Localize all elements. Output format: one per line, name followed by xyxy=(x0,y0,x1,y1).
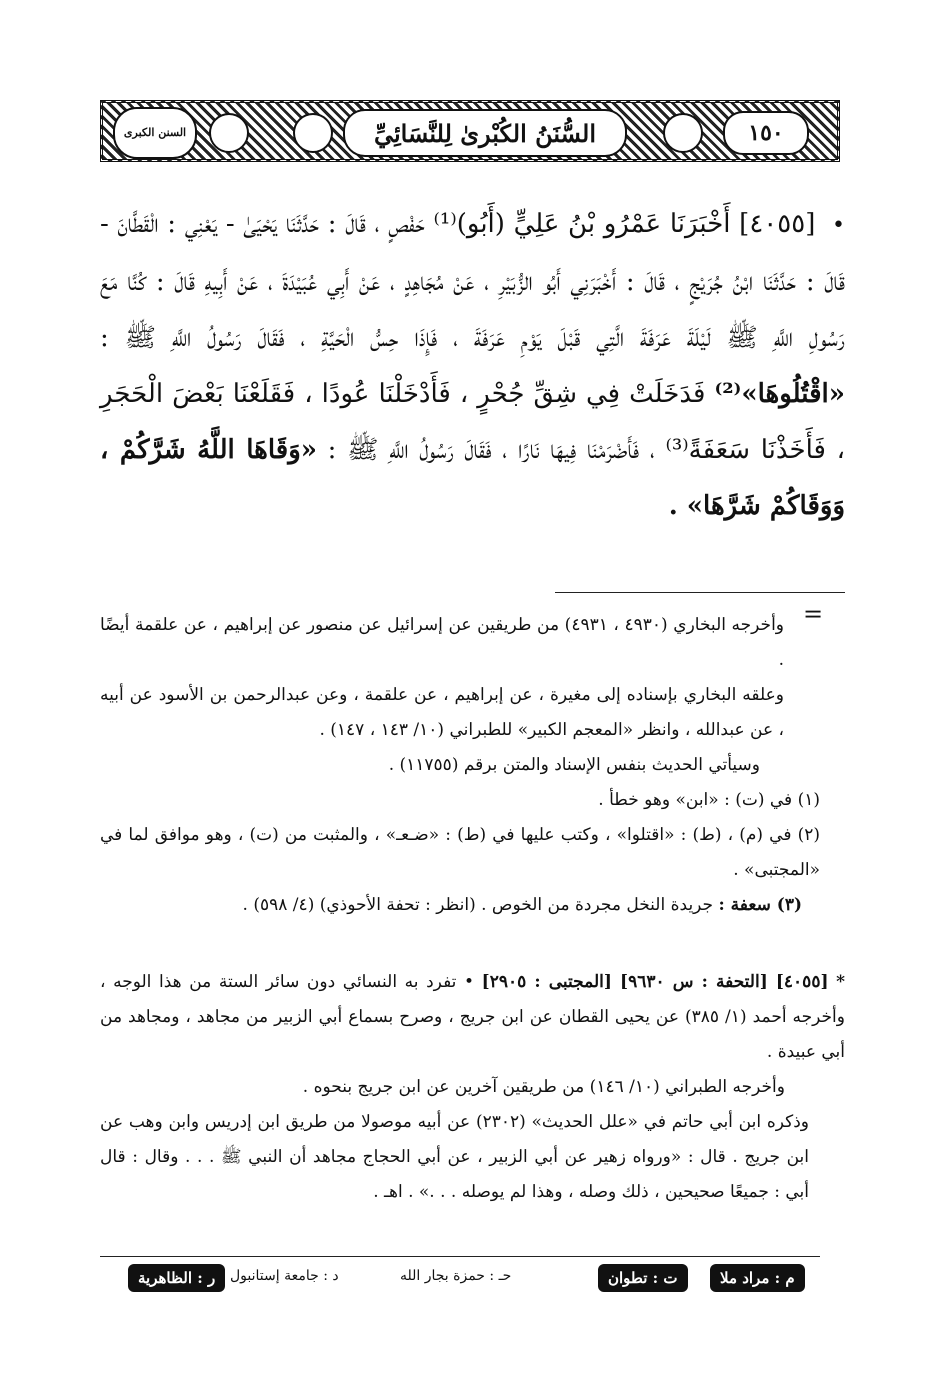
footnote-separator xyxy=(555,592,845,593)
footnote-3-text: جريدة النخل مجردة من الخوص . (انظر : تحفة الأحوذي) (٤/ ٥٩٨) . xyxy=(242,895,714,915)
star-icon: * xyxy=(836,972,845,992)
note-sayati: وسيأتي الحديث بنفس الإسناد والمتن برقم (١١٧٥٥) . xyxy=(388,755,760,775)
hadith-quote-2: «وَقَاهَا اللَّهُ شَرَّكُمْ ، وَوَقَاكُمْ شَرَّهَا» . xyxy=(100,435,845,521)
footnote-3-label: (٣) سعفة : xyxy=(718,895,802,915)
hadith-isnad: [٤٠٥٥] أَخْبَرَنَا عَمْرُو بْنُ عَلِيٍّ (أَبُو)⁽¹⁾ حَفْصٍ ، قَالَ : حَدَّثَنَا يَحْيَىٰ - يَعْنِي : الْقَطَّانَ - قَالَ : حَدَّثَنَا ابْنُ جُرَيْجٍ ، قَالَ : أَخْبَرَنِي أَبُو الزُّبَيْرِ ، عَنْ مُجَاهِدٍ ، عَنْ أَبِي عُبَيْدَةَ ، عَنْ أَبِيهِ قَالَ : كُنَّا مَعَ رَسُولِ اللَّهِ ﷺ لَيْلَةَ عَرَفَةَ الَّتِي قَبْلَ يَوْمِ عَرَفَةَ ، فَإِذَا حِسُّ الْحَيَّةِ ، فَقَالَ رَسُولُ اللَّهِ ﷺ : xyxy=(100,209,845,353)
ornament-left xyxy=(209,113,249,153)
footnote-2: (٢) في (م) ، (ط) : «اقتلوا» ، وكتب عليها في (ط) : «ضـعـ» ، والمثبت من (ت) ، وهو موافق لما في «المجتبى» . xyxy=(100,825,820,880)
footnote-1: (١) في (ت) : «ابن» وهو خطأ . xyxy=(598,790,820,810)
hadith-text xyxy=(100,196,845,534)
note-bukhari: وأخرجه البخاري (٤٩٣٠ ، ٤٩٣١) من طريقين عن إسرائيل عن منصور عن إبراهيم ، عن علقمة أيضًا . xyxy=(100,615,785,670)
takhrij-text-1: • تفرد به النسائي دون سائر الستة من هذا الوجه ، وأخرجه أحمد (١/ ٣٨٥) عن يحيى القطان عن ابن جريج ، وصرح بسماع أبي الزبير من مجاهد ، ومجاهد من أبي عبيدة . xyxy=(100,972,845,1062)
page-header xyxy=(100,100,840,162)
book-seal: السنن الكبرى xyxy=(113,107,197,159)
ornament-right-inner xyxy=(663,113,703,153)
ornament-left-inner xyxy=(293,113,333,153)
footnote-3 xyxy=(100,888,820,923)
takhrij-section xyxy=(100,965,845,1210)
siglum-t-badge: ت : تطوان xyxy=(598,1264,688,1292)
footer-separator xyxy=(100,1256,820,1257)
note-muallaq: وعلقه البخاري بإسناده إلى مغيرة ، عن إبراهيم ، عن علقمة ، وعن عبدالرحمن بن الأسود عن أبيه ، عن عبدالله ، وانظر «المعجم الكبير» للطبراني (١٠/ ١٤٣ ، ١٤٧) . xyxy=(100,685,784,740)
hadith-narrative: فَدَخَلَتْ فِي شِقِّ جُحْرٍ ، فَأَدْخَلْنَا عُودًا ، فَقَلَعْنَا بَعْضَ الْحَجَرِ ، فَأَخَذْنَا سَعَفَةً⁽³⁾ ، فَأَضْرَمْنَا فِيهَا نَارًا ، فَقَالَ رَسُولُ اللَّهِ ﷺ : xyxy=(100,379,846,465)
siglum-h: حـ : حمزة بجار الله xyxy=(400,1268,512,1284)
bullet-icon: • xyxy=(832,213,845,238)
continuation-mark: = xyxy=(803,600,824,628)
siglum-d: د : جامعة إستانبول xyxy=(230,1268,339,1284)
hadith-quote-1: «اقْتُلُوهَا»⁽²⁾ xyxy=(714,379,846,409)
takhrij-text-2: وأخرجه الطبراني (١٠/ ١٤٦) من طريقين آخرين عن ابن جريج بنحوه . xyxy=(302,1077,785,1097)
manuscript-sigla xyxy=(100,1262,845,1298)
takhrij-text-3: وذكره ابن أبي حاتم في «علل الحديث» (٢٣٠٢) عن أبيه موصولا من طريق ابن إدريس وابن وهب عن ابن جريج . قال : «ورواه زهير عن أبي الزبير ، عن أبي الحجاج مجاهد أن النبي ﷺ . . . وقال : قال أبي : جميعًا صحيحين ، ذلك وصله ، وهذا لم يوصله . . .» . اهـ . xyxy=(100,1112,809,1202)
siglum-r-badge: ر : الظاهرية xyxy=(128,1264,225,1292)
siglum-m-badge: م : مراد ملا xyxy=(710,1264,805,1292)
takhrij-ref: [٤٠٥٥] [التحفة : س ٩٦٣٠] [المجتبى : ٢٩٠٥] xyxy=(481,972,829,992)
page-number: ١٥٠ xyxy=(723,111,809,155)
footnotes xyxy=(100,608,820,923)
book-title: السُّنَنُ الكُبْرىٰ لِلنَّسَائِيِّ xyxy=(343,109,627,157)
takhrij-ref-line xyxy=(100,965,845,1070)
